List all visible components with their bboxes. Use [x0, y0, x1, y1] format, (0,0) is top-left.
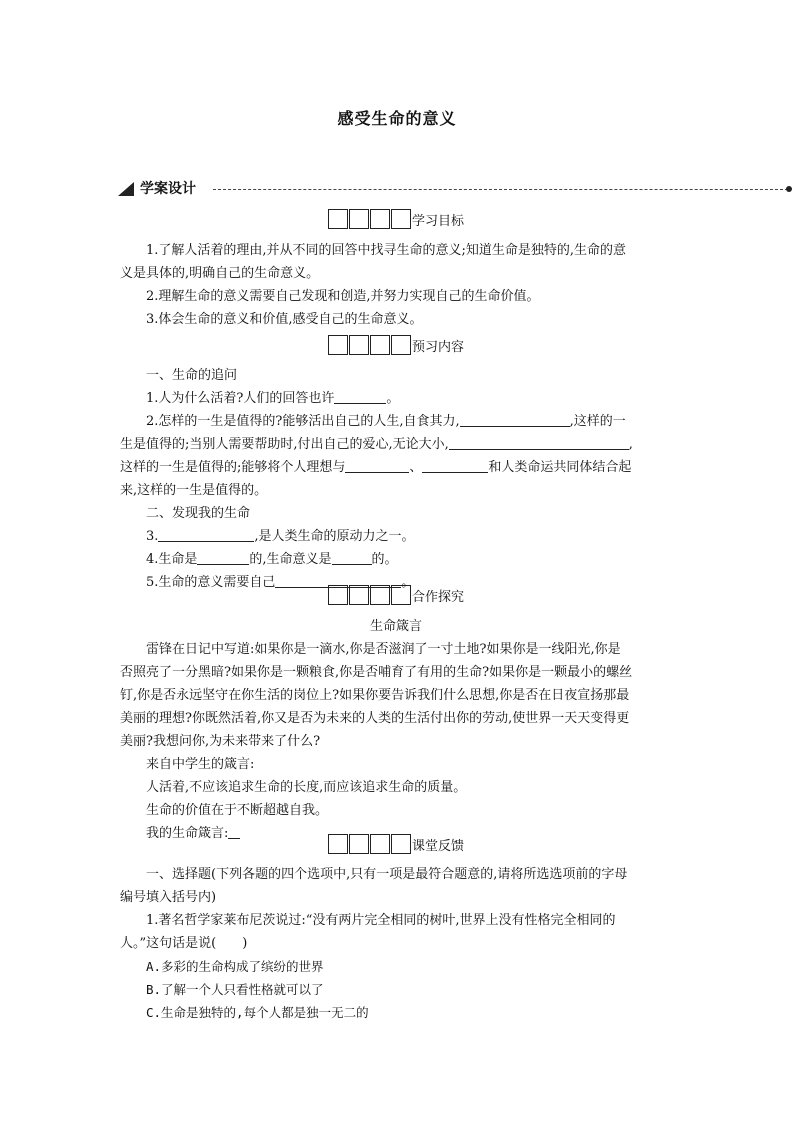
preview-q3: 3. ,是人类生命的原动力之一。 [146, 529, 415, 544]
fill-blank[interactable] [422, 458, 488, 473]
triangle-icon [118, 182, 134, 196]
goal-3: 3.体会生命的意义和价值,感受自己的生命意义。 [146, 312, 423, 327]
fill-blank[interactable] [334, 389, 386, 404]
explore-para-line-2: 否照亮了一分黑暗?如果你是一颗粮食,你是否哺育了有用的生命?如果你是一颗最小的螺丝 [120, 665, 633, 680]
goal-1-cont: 义是具体的,明确自己的生命意义。 [120, 266, 320, 281]
fill-blank[interactable] [345, 458, 409, 473]
option-a[interactable]: A.多彩的生命构成了缤纷的世界 [146, 959, 324, 974]
fill-blank[interactable] [228, 824, 240, 839]
feedback-intro-line-1: 一、选择题(下列各题的四个选项中,只有一项是最符合题意的,请将所选选项前的字母 [146, 867, 628, 882]
section-header [118, 180, 794, 200]
fill-blank[interactable] [332, 550, 372, 565]
heading-goals: 学习目标 [328, 209, 464, 229]
motto-2: 生命的价值在于不断超越自我。 [146, 803, 329, 818]
preview-q2-cont-3: 来,这样的一生是值得的。 [120, 483, 268, 498]
explore-para-line-5: 美丽?我想问你,为未来带来了什么? [120, 734, 321, 749]
explore-para-line-4: 美丽的理想?你既然活着,你又是否为未来的人类的生活付出你的劳动,使世界一天天变得更 [120, 711, 630, 726]
divider-end-dot-icon [786, 186, 792, 192]
feedback-q1-line-2: 人。”这句话是说( ) [120, 936, 248, 951]
option-c[interactable]: C.生命是独特的,每个人都是独一无二的 [146, 1005, 369, 1020]
motto-intro: 来自中学生的箴言: [146, 757, 255, 772]
explore-para-line-3: 钉,你是否永远坚守在你生活的岗位上?如果你要告诉我们什么思想,你是否在日夜宣扬那最 [120, 688, 630, 703]
preview-part-1: 一、生命的追问 [146, 368, 238, 383]
heading-explore: 合作探究 [328, 585, 464, 605]
motto-1: 人活着,不应该追求生命的长度,而应该追求生命的质量。 [146, 780, 467, 795]
preview-q4: 4.生命是 的,生命意义是 的。 [146, 552, 398, 567]
heading-preview: 预习内容 [328, 335, 464, 355]
preview-q2-cont-1: 生是值得的;当别人需要帮助时,付出自己的爱心,无论大小, , [120, 437, 633, 452]
feedback-intro-line-2: 编号填入括号内) [120, 890, 217, 905]
preview-q2: 2.怎样的一生是值得的?能够活出自己的人生,自食其力, ,这样的一 [146, 414, 626, 429]
preview-q2-cont-2: 这样的一生是值得的;能够将个人理想与 、 和人类命运共同体结合起 [120, 460, 632, 475]
goal-1: 1.了解人活着的理由,并从不同的回答中找寻生命的意义;知道生命是独特的,生命的意 [146, 243, 627, 258]
option-b[interactable]: B.了解一个人只看性格就可以了 [146, 982, 324, 997]
box-row-icon [328, 834, 411, 854]
section-label: 学案设计 [140, 181, 196, 197]
dashed-divider [213, 189, 788, 190]
goals-list [120, 239, 672, 331]
preview-q1: 1.人为什么活着?人们的回答也许 。 [146, 391, 400, 406]
page-title: 感受生命的意义 [337, 109, 457, 128]
fill-blank[interactable] [197, 550, 249, 565]
explore-subtitle: 生命箴言 [369, 619, 422, 634]
my-motto: 我的生命箴言: [120, 822, 672, 845]
fill-blank[interactable] [460, 412, 570, 427]
feedback-q1-line-1: 1.著名哲学家莱布尼茨说过:“没有两片完全相同的树叶,世界上没有性格完全相同的 [146, 913, 616, 928]
goal-2: 2.理解生命的意义需要自己发现和创造,并努力实现自己的生命价值。 [146, 289, 540, 304]
box-row-icon [328, 585, 411, 605]
fill-blank[interactable] [158, 527, 254, 542]
preview-q5: 5.生命的意义需要自己 。 [146, 575, 415, 590]
feedback-content [120, 863, 672, 1024]
explore-content [120, 615, 672, 845]
explore-para-line-1: 雷锋在日记中写道:如果你是一滴水,你是否滋润了一寸土地?如果你是一线阳光,你是 [146, 642, 621, 657]
fill-blank[interactable] [449, 435, 629, 450]
box-row-icon [328, 335, 411, 355]
box-row-icon [328, 209, 411, 229]
heading-feedback: 课堂反馈 [328, 834, 464, 854]
preview-part-2: 二、发现我的生命 [146, 506, 251, 521]
preview-content [120, 364, 672, 594]
